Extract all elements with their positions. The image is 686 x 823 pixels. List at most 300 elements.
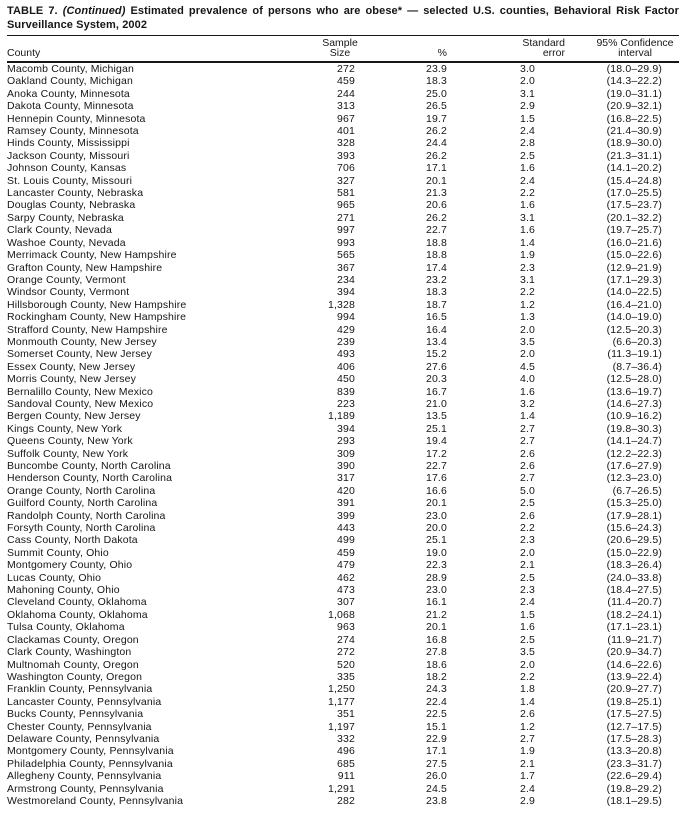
- confidence-interval-header-line2: interval: [618, 47, 652, 59]
- standard-error-header-line1: Standard: [522, 37, 565, 49]
- percent-cell: 18.8: [425, 236, 447, 249]
- sample-size-cell: 839: [337, 385, 355, 398]
- county-cell: Ramsey County, Minnesota: [7, 125, 139, 138]
- table-row: [7, 646, 679, 658]
- standard-error-cell: 2.0: [519, 75, 535, 88]
- percent-cell: 18.3: [425, 75, 447, 88]
- standard-error-cell: 1.6: [519, 224, 535, 237]
- county-cell: Lancaster County, Pennsylvania: [7, 695, 162, 708]
- table-row: [7, 671, 679, 683]
- standard-error-cell: 1.5: [519, 608, 535, 621]
- table-row: [7, 708, 679, 720]
- county-cell: Allegheny County, Pennsylvania: [7, 770, 162, 783]
- county-cell: Summit County, Ohio: [7, 546, 109, 559]
- county-cell: Hennepin County, Minnesota: [7, 112, 146, 125]
- standard-error-cell: 2.0: [519, 323, 535, 336]
- standard-error-cell: 2.3: [519, 534, 535, 547]
- percent-cell: 17.1: [425, 162, 447, 175]
- sample-size-cell: 420: [337, 484, 355, 497]
- percent-cell: 24.5: [425, 782, 447, 795]
- percent-cell: 19.0: [425, 546, 447, 559]
- standard-error-cell: 1.4: [519, 695, 535, 708]
- sample-size-cell: 965: [337, 199, 355, 212]
- confidence-interval-cell: (11.3–19.1): [607, 348, 662, 361]
- confidence-interval-cell: (17.1–29.3): [606, 273, 662, 286]
- percent-cell: 20.0: [425, 522, 447, 535]
- standard-error-cell: 2.2: [519, 187, 535, 200]
- county-cell: Multnomah County, Oregon: [7, 658, 139, 671]
- standard-error-cell: 2.5: [519, 571, 535, 584]
- sample-size-cell: 1,068: [327, 608, 355, 621]
- table-row: [7, 398, 679, 410]
- county-cell: Guilford County, North Carolina: [7, 497, 158, 510]
- percent-cell: 22.3: [425, 559, 447, 572]
- table-row: [7, 348, 679, 360]
- sample-size-cell: 351: [337, 708, 355, 721]
- county-cell: Philadelphia County, Pennsylvania: [7, 757, 173, 770]
- percent-cell: 18.3: [425, 286, 447, 299]
- standard-error-cell: 2.1: [519, 559, 535, 572]
- percent-cell: 21.0: [425, 397, 447, 410]
- confidence-interval-cell: (15.6–24.3): [606, 522, 662, 535]
- standard-error-cell: 1.6: [519, 621, 535, 634]
- standard-error-cell: 2.4: [519, 174, 535, 187]
- table-row: [7, 262, 679, 274]
- county-cell: Oakland County, Michigan: [7, 75, 133, 88]
- confidence-interval-cell: (17.1–23.1): [606, 621, 662, 634]
- confidence-interval-cell: (15.0–22.6): [606, 249, 662, 262]
- confidence-interval-cell: (13.9–22.4): [606, 670, 662, 683]
- standard-error-cell: 2.3: [519, 584, 535, 597]
- county-cell: St. Louis County, Missouri: [7, 174, 133, 187]
- confidence-interval-cell: (14.1–20.2): [606, 162, 662, 175]
- percent-cell: 18.8: [425, 249, 447, 262]
- confidence-interval-cell: (12.7–17.5): [606, 720, 662, 733]
- percent-cell: 13.5: [425, 410, 447, 423]
- county-cell: Dakota County, Minnesota: [7, 100, 134, 113]
- table-row: [7, 547, 679, 559]
- sample-size-cell: 450: [337, 373, 355, 386]
- confidence-interval-cell: (14.0–19.0): [606, 311, 662, 324]
- county-cell: Buncombe County, North Carolina: [7, 460, 171, 472]
- sample-size-cell: 473: [337, 584, 355, 597]
- percent-cell: 26.0: [425, 770, 447, 783]
- sample-size-cell: 993: [337, 236, 355, 249]
- confidence-interval-cell: (20.1–32.2): [606, 211, 662, 224]
- sample-size-cell: 406: [337, 360, 355, 373]
- percent-cell: 22.5: [425, 708, 447, 721]
- percent-cell: 25.1: [425, 422, 447, 435]
- standard-error-cell: 2.7: [519, 422, 535, 435]
- sample-size-cell: 499: [337, 534, 355, 547]
- confidence-interval-cell: (8.7–36.4): [612, 360, 662, 373]
- percent-cell: 16.5: [425, 311, 447, 324]
- percent-cell: 26.5: [425, 100, 447, 113]
- table-row: [7, 212, 679, 224]
- standard-error-cell: 4.0: [519, 373, 535, 386]
- county-cell: Cleveland County, Oklahoma: [7, 596, 147, 609]
- confidence-interval-cell: (17.5–23.7): [606, 199, 662, 212]
- standard-error-cell: 2.5: [519, 633, 535, 646]
- table-row: [7, 696, 679, 708]
- county-cell: Bucks County, Pennsylvania: [7, 708, 144, 721]
- confidence-interval-cell: (14.3–22.2): [606, 75, 662, 88]
- standard-error-cell: 3.1: [519, 87, 535, 100]
- table-row: [7, 299, 679, 311]
- county-cell: Johnson County, Kansas: [7, 162, 127, 175]
- sample-size-cell: 234: [337, 273, 355, 286]
- table-row: [7, 137, 679, 149]
- standard-error-cell: 1.4: [519, 410, 535, 423]
- standard-error-cell: 1.5: [519, 112, 535, 125]
- confidence-interval-cell: (11.9–21.7): [607, 633, 662, 646]
- table-row: [7, 237, 679, 249]
- county-cell: Montgomery County, Pennsylvania: [7, 745, 174, 758]
- table-title-continued: (Continued): [62, 5, 126, 17]
- sample-size-cell: 391: [337, 497, 355, 510]
- sample-size-cell: 401: [337, 125, 355, 138]
- confidence-interval-cell: (14.6–27.3): [606, 397, 662, 410]
- table-row: [7, 75, 679, 87]
- percent-cell: 20.1: [425, 621, 447, 634]
- table-row: [7, 62, 679, 75]
- confidence-interval-cell: (21.3–31.1): [606, 149, 662, 162]
- sample-size-cell: 272: [337, 646, 355, 659]
- county-cell: Washington County, Oregon: [7, 670, 143, 683]
- percent-cell: 16.7: [425, 385, 447, 398]
- percent-cell: 18.2: [425, 670, 447, 683]
- confidence-interval-cell: (20.9–27.7): [606, 683, 662, 696]
- confidence-interval-cell: (18.0–29.9): [606, 63, 662, 75]
- confidence-interval-cell: (15.4–24.8): [606, 174, 662, 187]
- table-row: [7, 410, 679, 422]
- sample-size-cell: 328: [337, 137, 355, 150]
- sample-size-cell: 272: [337, 63, 355, 75]
- table-row: [7, 721, 679, 733]
- confidence-interval-cell: (18.9–30.0): [606, 137, 662, 150]
- county-cell: Queens County, New York: [7, 435, 133, 448]
- confidence-interval-cell: (17.6–27.9): [606, 460, 662, 472]
- table-row: [7, 187, 679, 199]
- standard-error-cell: 1.9: [519, 745, 535, 758]
- county-cell: Windsor County, Vermont: [7, 286, 130, 299]
- percent-cell: 25.1: [425, 534, 447, 547]
- column-header-county: [7, 36, 297, 62]
- table-row: [7, 199, 679, 211]
- percent-cell: 23.9: [425, 63, 447, 75]
- standard-error-cell: 1.4: [519, 236, 535, 249]
- standard-error-cell: 2.6: [519, 509, 535, 522]
- confidence-interval-cell: (12.3–23.0): [606, 472, 662, 485]
- confidence-interval-cell: (16.4–21.0): [606, 298, 662, 311]
- percent-cell: 17.2: [425, 447, 447, 460]
- sample-size-cell: 911: [337, 770, 355, 783]
- table-row: [7, 324, 679, 336]
- table-row: [7, 435, 679, 447]
- table-row: [7, 485, 679, 497]
- county-cell: Kings County, New York: [7, 422, 123, 435]
- confidence-interval-cell: (18.2–24.1): [606, 608, 662, 621]
- confidence-interval-cell: (19.0–31.1): [606, 87, 662, 100]
- confidence-interval-cell: (17.0–25.5): [606, 187, 662, 200]
- county-cell: Essex County, New Jersey: [7, 360, 136, 373]
- table-row: [7, 584, 679, 596]
- standard-error-cell: 2.5: [519, 149, 535, 162]
- confidence-interval-cell: (19.7–25.7): [606, 224, 662, 237]
- confidence-interval-cell: (15.3–25.0): [606, 497, 662, 510]
- county-cell: Douglas County, Nebraska: [7, 199, 136, 212]
- standard-error-cell: 2.1: [519, 757, 535, 770]
- county-cell: Tulsa County, Oklahoma: [7, 621, 125, 634]
- county-cell: Bergen County, New Jersey: [7, 410, 141, 423]
- county-cell: Clark County, Washington: [7, 646, 132, 659]
- standard-error-cell: 4.5: [519, 360, 535, 373]
- table-row: [7, 510, 679, 522]
- county-cell: Morris County, New Jersey: [7, 373, 137, 386]
- standard-error-cell: 1.8: [519, 683, 535, 696]
- table-row: [7, 795, 679, 807]
- table-row: [7, 100, 679, 112]
- standard-error-cell: 3.5: [519, 646, 535, 659]
- standard-error-cell: 2.8: [519, 137, 535, 150]
- confidence-interval-cell: (17.5–28.3): [606, 732, 662, 745]
- county-cell: Strafford County, New Hampshire: [7, 323, 168, 336]
- standard-error-cell: 2.0: [519, 658, 535, 671]
- confidence-interval-cell: (12.5–28.0): [606, 373, 662, 386]
- table-header-row: [7, 36, 679, 62]
- sample-size-cell: 1,250: [327, 683, 355, 696]
- percent-cell: 28.9: [425, 571, 447, 584]
- sample-size-cell: 313: [337, 100, 355, 113]
- confidence-interval-cell: (19.8–30.3): [606, 422, 662, 435]
- confidence-interval-cell: (11.4–20.7): [607, 596, 662, 609]
- county-cell: Merrimack County, New Hampshire: [7, 249, 177, 262]
- standard-error-cell: 2.0: [519, 546, 535, 559]
- table-row: [7, 175, 679, 187]
- table-row: [7, 373, 679, 385]
- percent-cell: 13.4: [425, 335, 447, 348]
- percent-cell: 25.0: [425, 87, 447, 100]
- county-cell: Sandoval County, New Mexico: [7, 397, 154, 410]
- confidence-interval-cell: (6.7–26.5): [612, 484, 662, 497]
- table-row: [7, 572, 679, 584]
- county-cell: Westmoreland County, Pennsylvania: [7, 794, 184, 807]
- percent-cell: 23.0: [425, 509, 447, 522]
- sample-size-cell: 282: [337, 794, 355, 807]
- confidence-interval-cell: (16.0–21.6): [606, 236, 662, 249]
- percent-cell: 20.1: [425, 174, 447, 187]
- standard-error-cell: 3.2: [519, 397, 535, 410]
- percent-cell: 20.6: [425, 199, 447, 212]
- percent-cell: 22.7: [425, 224, 447, 237]
- standard-error-cell: 2.9: [519, 100, 535, 113]
- confidence-interval-cell: (12.5–20.3): [606, 323, 662, 336]
- sample-size-header-line2: Size: [329, 47, 351, 59]
- sample-size-cell: 520: [337, 658, 355, 671]
- sample-size-cell: 293: [337, 435, 355, 448]
- county-cell: Henderson County, North Carolina: [7, 472, 173, 485]
- percent-cell: 19.7: [425, 112, 447, 125]
- standard-error-cell: 3.1: [519, 211, 535, 224]
- column-header-standard-error: [447, 36, 565, 62]
- county-cell: Macomb County, Michigan: [7, 63, 134, 75]
- sample-size-cell: 335: [337, 670, 355, 683]
- confidence-interval-cell: (20.9–32.1): [606, 100, 662, 113]
- standard-error-cell: 1.3: [519, 311, 535, 324]
- standard-error-cell: 2.7: [519, 435, 535, 448]
- sample-size-cell: 223: [337, 397, 355, 410]
- county-cell: Orange County, Vermont: [7, 273, 126, 286]
- confidence-interval-cell: (12.9–21.9): [606, 261, 662, 274]
- sample-size-cell: 443: [337, 522, 355, 535]
- confidence-interval-cell: (18.1–29.5): [606, 794, 662, 807]
- sample-size-cell: 1,291: [327, 782, 355, 795]
- standard-error-cell: 2.2: [519, 670, 535, 683]
- sample-size-cell: 459: [337, 546, 355, 559]
- county-cell: Randolph County, North Carolina: [7, 509, 166, 522]
- table-body: [7, 62, 679, 807]
- table-row: [7, 770, 679, 782]
- confidence-interval-cell: (18.3–26.4): [606, 559, 662, 572]
- county-cell: Chester County, Pennsylvania: [7, 720, 152, 733]
- confidence-interval-cell: (14.0–22.5): [606, 286, 662, 299]
- sample-size-cell: 1,177: [327, 695, 355, 708]
- confidence-interval-cell: (22.6–29.4): [606, 770, 662, 783]
- confidence-interval-cell: (23.3–31.7): [606, 757, 662, 770]
- confidence-interval-cell: (13.6–19.7): [606, 385, 662, 398]
- sample-size-cell: 429: [337, 323, 355, 336]
- standard-error-cell: 1.7: [519, 770, 535, 783]
- county-cell: Washoe County, Nevada: [7, 236, 126, 249]
- confidence-interval-cell: (13.3–20.8): [606, 745, 662, 758]
- confidence-interval-header-line1: 95% Confidence: [596, 37, 674, 49]
- percent-cell: 22.9: [425, 732, 447, 745]
- table-row: [7, 522, 679, 534]
- county-cell: Hillsborough County, New Hampshire: [7, 298, 187, 311]
- table-row: [7, 274, 679, 286]
- table-title-text: Estimated prevalence of persons who are obese* — selected U.S. counties, Behavioral Risk Factor Surveillance System, 2002: [7, 5, 679, 31]
- table-row: [7, 659, 679, 671]
- standard-error-cell: 2.4: [519, 596, 535, 609]
- county-cell: Somerset County, New Jersey: [7, 348, 153, 361]
- sample-size-cell: 459: [337, 75, 355, 88]
- confidence-interval-cell: (20.6–29.5): [606, 534, 662, 547]
- county-cell: Oklahoma County, Oklahoma: [7, 608, 148, 621]
- sample-size-cell: 309: [337, 447, 355, 460]
- standard-error-cell: 2.3: [519, 261, 535, 274]
- county-cell: Sarpy County, Nebraska: [7, 211, 124, 224]
- sample-size-cell: 239: [337, 335, 355, 348]
- sample-size-cell: 399: [337, 509, 355, 522]
- county-cell: Clark County, Nevada: [7, 224, 112, 237]
- sample-size-cell: 1,328: [327, 298, 355, 311]
- standard-error-cell: 3.1: [519, 273, 535, 286]
- percent-cell: 15.1: [425, 720, 447, 733]
- table-row: [7, 733, 679, 745]
- sample-size-cell: 244: [337, 87, 355, 100]
- percent-cell: 26.2: [425, 211, 447, 224]
- confidence-interval-cell: (14.1–24.7): [606, 435, 662, 448]
- standard-error-cell: 1.6: [519, 162, 535, 175]
- sample-size-cell: 685: [337, 757, 355, 770]
- standard-error-cell: 2.0: [519, 348, 535, 361]
- confidence-interval-cell: (14.6–22.6): [606, 658, 662, 671]
- table-row: [7, 286, 679, 298]
- standard-error-cell: 2.4: [519, 125, 535, 138]
- table-row: [7, 224, 679, 236]
- standard-error-cell: 1.6: [519, 385, 535, 398]
- sample-size-cell: 565: [337, 249, 355, 262]
- county-cell: Orange County, North Carolina: [7, 484, 156, 497]
- county-cell: Jackson County, Missouri: [7, 149, 130, 162]
- standard-error-cell: 3.0: [519, 63, 535, 75]
- percent-cell: 16.4: [425, 323, 447, 336]
- standard-error-cell: 2.5: [519, 497, 535, 510]
- table-row: [7, 113, 679, 125]
- standard-error-cell: 2.2: [519, 522, 535, 535]
- table-row: [7, 472, 679, 484]
- table-row: [7, 559, 679, 571]
- sample-size-cell: 390: [337, 460, 355, 472]
- percent-cell: 18.6: [425, 658, 447, 671]
- county-cell: Lancaster County, Nebraska: [7, 187, 144, 200]
- percent-cell: 23.2: [425, 273, 447, 286]
- table-row: [7, 361, 679, 373]
- percent-cell: 24.3: [425, 683, 447, 696]
- percent-cell: 16.1: [425, 596, 447, 609]
- standard-error-cell: 1.9: [519, 249, 535, 262]
- percent-cell: 21.2: [425, 608, 447, 621]
- standard-error-cell: 2.4: [519, 782, 535, 795]
- percent-cell: 17.6: [425, 472, 447, 485]
- percent-header-label: %: [437, 47, 447, 59]
- standard-error-cell: 2.6: [519, 447, 535, 460]
- sample-size-cell: 394: [337, 286, 355, 299]
- county-cell: Armstrong County, Pennsylvania: [7, 782, 164, 795]
- confidence-interval-cell: (21.4–30.9): [606, 125, 662, 138]
- confidence-interval-cell: (18.4–27.5): [606, 584, 662, 597]
- table-row: [7, 125, 679, 137]
- column-header-sample-size: [297, 36, 358, 62]
- percent-cell: 16.6: [425, 484, 447, 497]
- percent-cell: 17.1: [425, 745, 447, 758]
- county-cell: Bernalillo County, New Mexico: [7, 385, 153, 398]
- confidence-interval-cell: (20.9–34.7): [606, 646, 662, 659]
- standard-error-cell: 1.6: [519, 199, 535, 212]
- percent-cell: 27.8: [425, 646, 447, 659]
- standard-error-cell: 2.7: [519, 472, 535, 485]
- table-row: [7, 386, 679, 398]
- table-row: [7, 460, 679, 472]
- percent-cell: 18.7: [425, 298, 447, 311]
- table-title-number: TABLE 7.: [7, 5, 58, 17]
- confidence-interval-cell: (6.6–20.3): [612, 335, 662, 348]
- standard-error-cell: 2.7: [519, 732, 535, 745]
- confidence-interval-cell: (16.8–22.5): [606, 112, 662, 125]
- standard-error-cell: 2.9: [519, 794, 535, 807]
- sample-size-cell: 367: [337, 261, 355, 274]
- table-row: [7, 634, 679, 646]
- table-row: [7, 621, 679, 633]
- county-cell: Suffolk County, New York: [7, 447, 129, 460]
- county-cell: Lucas County, Ohio: [7, 571, 102, 584]
- percent-cell: 24.4: [425, 137, 447, 150]
- table-row: [7, 162, 679, 174]
- table-row: [7, 596, 679, 608]
- sample-size-cell: 479: [337, 559, 355, 572]
- percent-cell: 16.8: [425, 633, 447, 646]
- table-row: [7, 497, 679, 509]
